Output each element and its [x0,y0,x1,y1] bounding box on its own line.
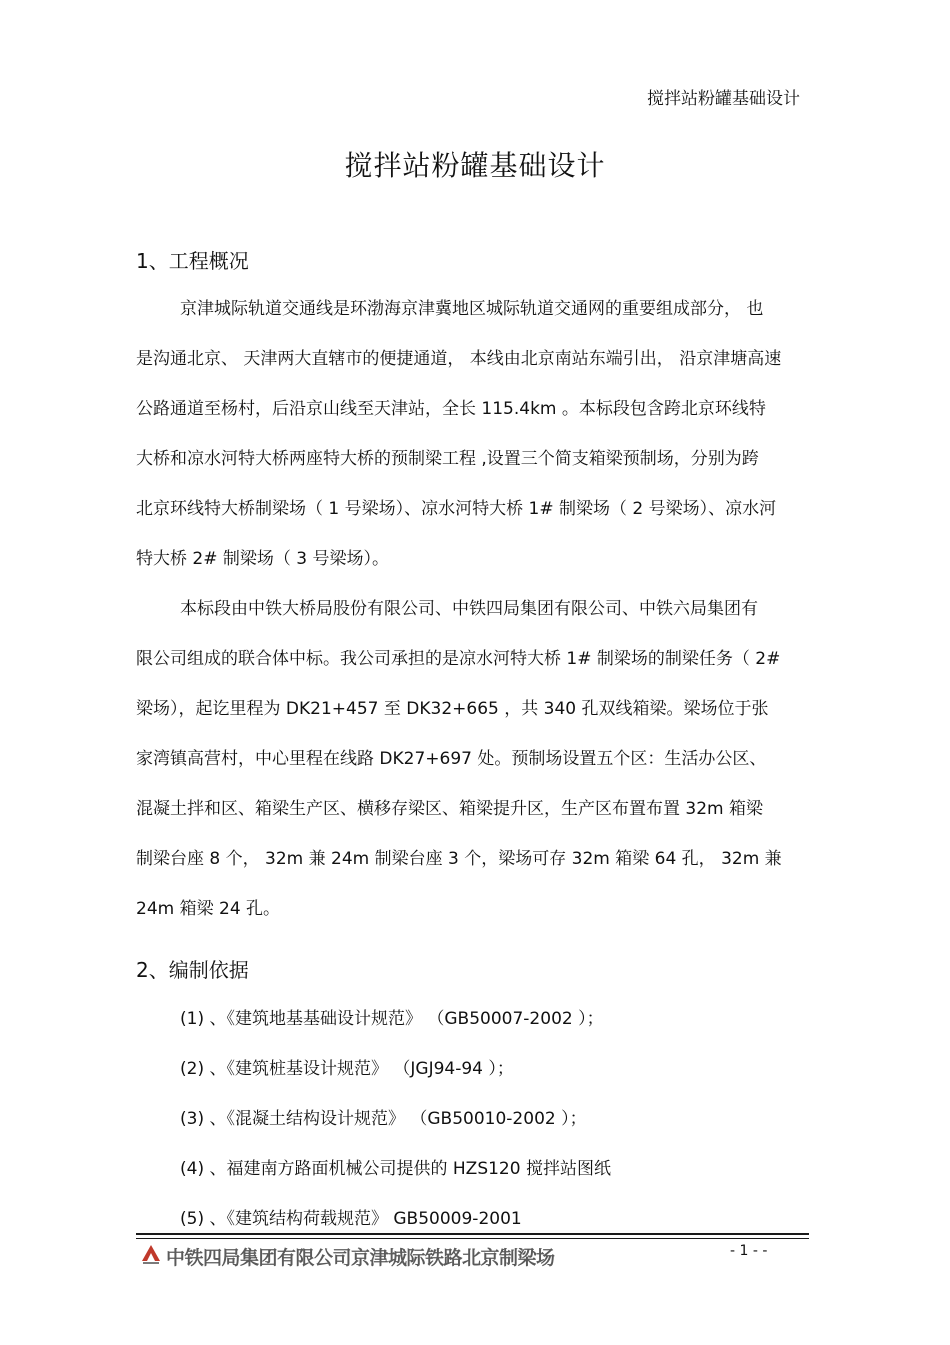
paragraph-line: 特大桥 2# 制梁场（ 3 号梁场）。 [136,549,389,569]
reference-item: (5) 、《建筑结构荷载规范》 GB50009-2001 [180,1209,522,1229]
footer-company-name: 中铁四局集团有限公司京津城际铁路北京制梁场 [166,1247,555,1269]
paragraph-line: 家湾镇高营村，中心里程在线路 DK27+697 处。预制场设置五个区：生活办公区、 [136,749,767,769]
paragraph-line: 京津城际轨道交通线是环渤海京津冀地区城际轨道交通网的重要组成部分， 也 [180,299,764,319]
paragraph-line: 梁场），起讫里程为 DK21+457 至 DK32+665 ，共 340 孔双线箱梁。梁场位于张 [136,699,769,719]
page-number: - 1 - - [730,1243,768,1259]
footer-rule-thin [136,1238,809,1239]
paragraph-line: 本标段由中铁大桥局股份有限公司、中铁四局集团有限公司、中铁六局集团有 [180,599,758,619]
paragraph-line: 混凝土拌和区、箱梁生产区、横移存梁区、箱梁提升区，生产区布置布置 32m 箱梁 [136,799,763,819]
section-heading-basis: 2、编制依据 [136,958,249,982]
running-header: 搅拌站粉罐基础设计 [647,89,800,109]
paragraph-line: 是沟通北京、 天津两大直辖市的便捷通道， 本线由北京南站东端引出， 沿京津塘高速 [136,349,782,369]
document-title: 搅拌站粉罐基础设计 [344,149,606,182]
reference-item: (2) 、《建筑桩基设计规范》 （JGJ94-94 ）； [180,1059,514,1079]
crtg-logo-icon [140,1243,162,1265]
paragraph-line: 大桥和凉水河特大桥两座特大桥的预制梁工程 ,设置三个简支箱梁预制场，分别为跨 [136,449,759,469]
paragraph-line: 公路通道至杨村，后沿京山线至天津站，全长 115.4km 。本标段包含跨北京环线特 [136,399,766,419]
paragraph-line: 北京环线特大桥制梁场（ 1 号梁场）、凉水河特大桥 1# 制梁场（ 2 号梁场）、凉水河 [136,499,777,519]
paragraph-line: 限公司组成的联合体中标。我公司承担的是凉水河特大桥 1# 制梁场的制梁任务（ 2# [136,649,781,669]
footer-rule [136,1233,809,1235]
paragraph-line: 制梁台座 8 个， 32m 兼 24m 制梁台座 3 个，梁场可存 32m 箱梁 64 孔， 32m 兼 [136,849,782,869]
reference-item: (1) 、《建筑地基基础设计规范》 （GB50007-2002 ）； [180,1009,604,1029]
section-heading-overview: 1、工程概况 [136,249,249,273]
reference-item: (4) 、福建南方路面机械公司提供的 HZS120 搅拌站图纸 [180,1159,611,1179]
reference-item: (3) 、《混凝土结构设计规范》 （GB50010-2002 ）； [180,1109,587,1129]
paragraph-line: 24m 箱梁 24 孔。 [136,899,281,919]
